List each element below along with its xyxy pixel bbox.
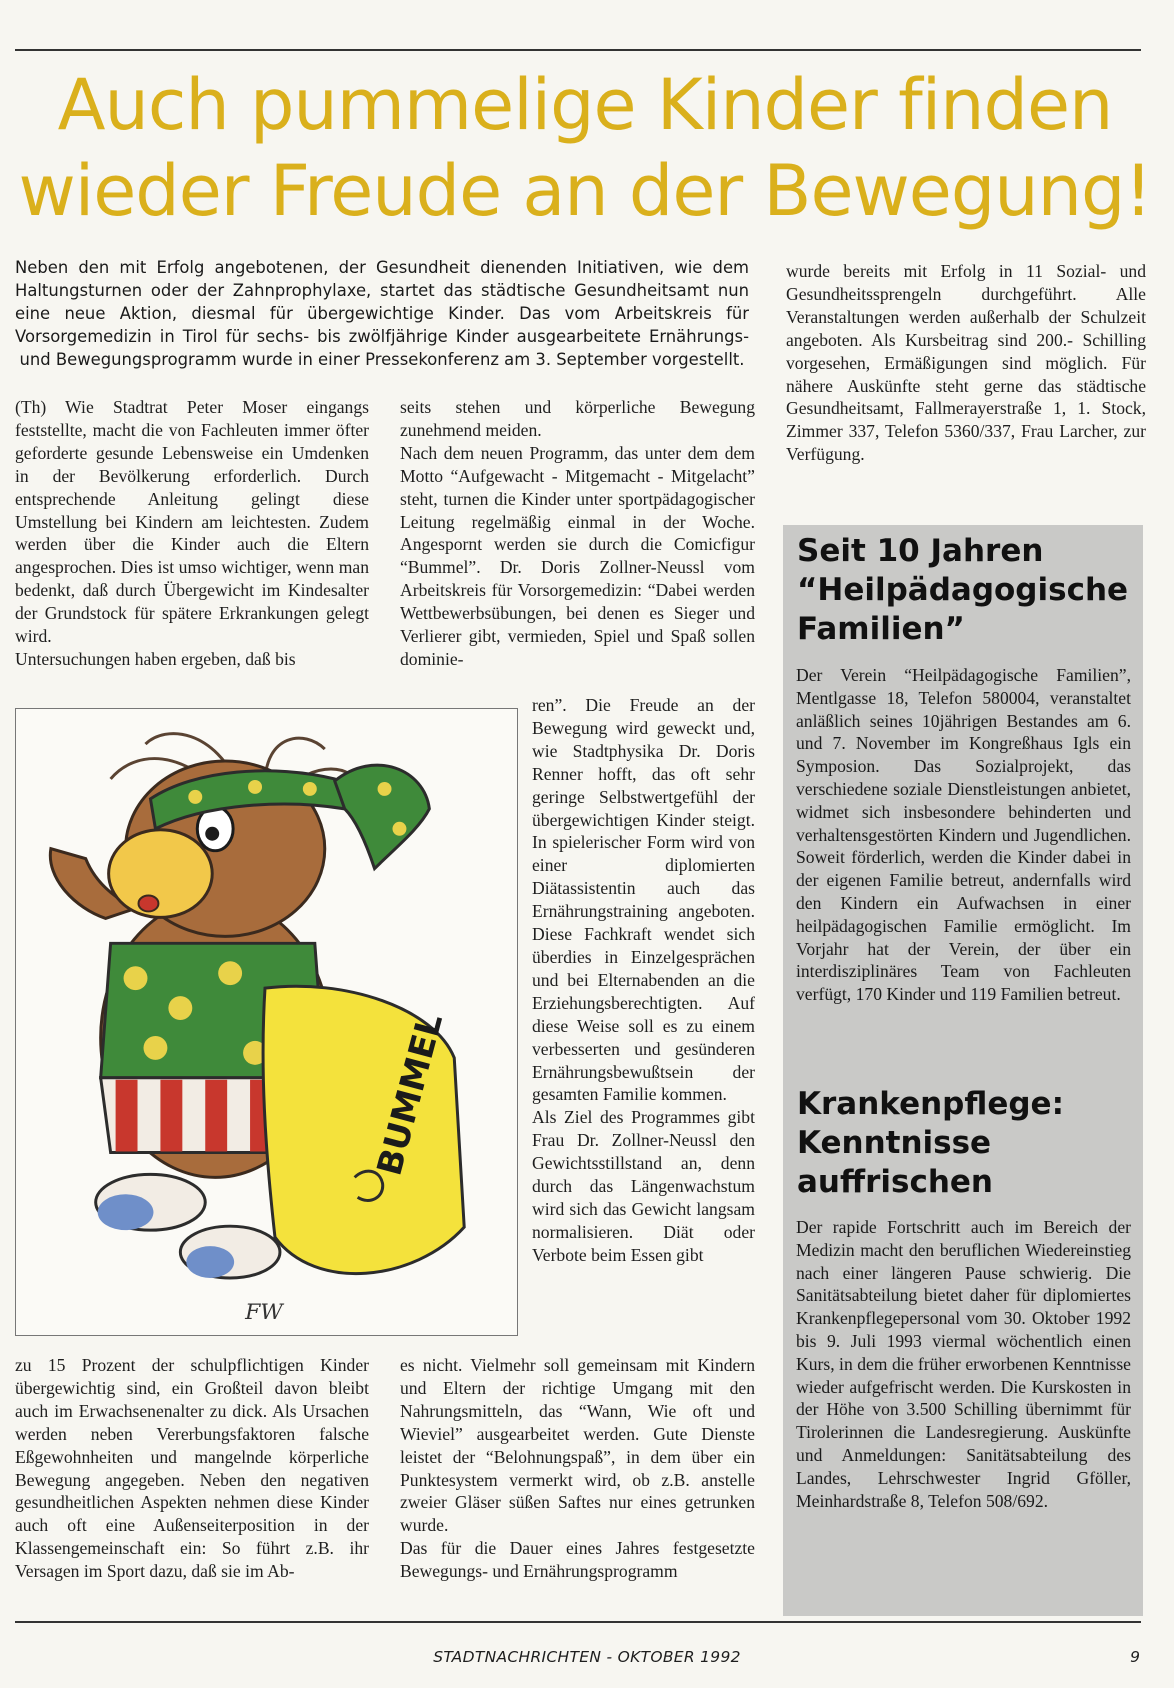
body-paragraph: Untersuchungen haben ergeben, daß bis xyxy=(15,648,296,669)
lead-paragraph: Neben den mit Erfolg angebotenen, der Gesundheit dienenden Initiativen, wie dem Haltungsturnen oder der Zahnprophylaxe, startet das städtische Gesundheitsamt nun eine neue Aktion, diesmal für übergewichtige Kinder. Das vom Arbeitskreis für Vorsorgemedizin in Tirol für sechs- bis zwölfjährige Kinder ausgearbeitete Ernährungs- und Bewegungsprogramm wurde in einer Pressekonferenz am 3. September vorgestellt. xyxy=(15,258,749,369)
body-paragraph: seits stehen und körperliche Bewegung zunehmend meiden. xyxy=(400,397,755,440)
body-paragraph: zu 15 Prozent der schulpflichtigen Kinder übergewichtig sind, ein Großteil davon bleibt auch im Erwachsenenalter zu dick. Als Ursachen werden neben Vererbungsfaktoren falsche Eßgewohnheiten und mangelnde körperliche Bewegung angegeben. Neben den negativen gesundheitlichen Aspekten nehmen diese Kinder auch oft eine Außenseiterposition in der Klassengemeinschaft ein: So führt z.B. ihr Versagen im Sport dazu, daß sie im Ab- xyxy=(15,1355,369,1582)
headline: Auch pummelige Kinder finden wieder Freude an der Bewegung! xyxy=(18,64,1152,232)
sidebar-heading-krankenpflege: Krankenpflege: Kenntnisse auffrischen xyxy=(797,1086,1064,1200)
body-paragraph: es nicht. Vielmehr soll gemeinsam mit Kindern und Eltern der richtige Umgang mit den Nahrungsmitteln, das “Wann, Wie oft und Wieviel” ausgearbeitet werden. Gute Dienste leistet der “Belohnungspaß”, in dem über ein Punktesystem vermerkt wird, ob z.B. anstelle zweier Gläser süßen Saftes nur eines getrunken wurde. xyxy=(400,1355,755,1536)
illustrator-signature: FW xyxy=(245,1299,283,1325)
body-paragraph: Als Ziel des Programmes gibt Frau Dr. Zollner-Neussl den Gewichtsstillstand an, denn durch das Längenwachstum wird sich das Gewicht langsam normalisieren. Diät oder Verbote beim Essen gibt xyxy=(532,1107,755,1265)
body-paragraph: ren”. Die Freude an der Bewegung wird geweckt und, wie Stadtphysika Dr. Doris Renner hofft, das oft sehr geringe Selbstwertgefühl der übergewichtigen Kinder steigt. In spielerischer Form wird von einer diplomierten Diätassistentin auch das Ernährungstraining angeboten. Diese Fachkraft wendet sich überdies in Einzelgesprächen und bei Elternabenden an die Erziehungsberechtigten. Auf diese Weise soll es zu einem verbesserten und gesünderen Ernährungsbewußtsein der gesamten Familie kommen. xyxy=(532,695,755,1105)
column-2-narrow xyxy=(532,694,755,1267)
top-rule xyxy=(15,49,1141,51)
footer-publication-title: STADTNACHRICHTEN - OKTOBER 1992 xyxy=(433,1648,741,1666)
body-paragraph: (Th) Wie Stadtrat Peter Moser eingangs feststellte, macht die von Fachleuten immer öfter geforderte gesunde Lebensweise ein Umdenken in der Bevölkerung erforderlich. Durch entsprechende Anleitung gelingt diese Umstellung bei Kindern am leichtesten. Zudem werden über die Kinder auch die Eltern angesprochen. Dies ist umso wichtiger, wenn man bedenkt, daß durch Übergewicht im Kindesalter der Grundstock für spätere Erkrankungen gelegt wird. xyxy=(15,397,369,647)
bummel-illustration xyxy=(15,708,518,1336)
character-mouth xyxy=(139,896,159,912)
sidebar-text-heilpaedagogische-familien: Der Verein “Heilpädagogische Familien”, Mentlgasse 18, Telefon 580004, veranstaltet anläßlich seines 10jährigen Bestandes am 6. und 7. November im Kongreßhaus Igls ein Symposion. Das Sozialprojekt, das verschiedene soziale Dienstleistungen anbietet, widmet sich insbesondere behinderten und verhaltensgestörten Kindern und Jugendlichen. Soweit förderlich, werden die Kinder dabei in der eigenen Familie betreut, andernfalls wird den Kindern ein Aufwachsen in einer heilpädagogischen Familie ermöglicht. Im Vorjahr hat der Verein, der über ein interdisziplinäres Team von Fachleuten verfügt, 170 Kinder und 119 Familien betreut. xyxy=(796,665,1131,1005)
sidebar-box xyxy=(783,525,1143,1616)
body-paragraph: wurde bereits mit Erfolg in 11 Sozial- und Gesundheitssprengeln durchgeführt. Alle Veranstaltungen werden außerhalb der Schulzeit angeboten. Als Kursbeitrag sind 200.- Schilling vorgesehen, Ermäßigungen sind möglich. Für nähere Auskünfte steht gerne das städtische Gesundheitsamt, Fallmerayerstraße 1, 1. Stock, Zimmer 337, Telefon 5360/337, Frau Larcher, zur Verfügung. xyxy=(786,261,1146,465)
sidebar-heading-heilpaedagogische-familien: Seit 10 Jahren “Heilpädagogische Familien” xyxy=(797,533,1129,647)
body-paragraph: Das für die Dauer eines Jahres festgesetzte Bewegungs- und Ernährungsprogramm xyxy=(400,1538,755,1582)
sidebar-text-krankenpflege: Der rapide Fortschritt auch im Bereich der Medizin macht den beruflichen Wiedereinstieg nach einer längeren Pause schwierig. Die Sanitätsabteilung bietet daher für diplomiertes Krankenpflegepersonal vom 30. Oktober 1992 bis 9. Juli 1993 viermal wöchentlich einen Kurs, in dem die früher erworbenen Kenntnisse wieder aufgefrischt werden. Die Kurskosten in der Höhe von 3.500 Schilling übernimmt für Tirolerinnen die Landesregierung. Auskünfte und Anmeldungen: Sanitätsabteilung des Landes, Lehrschwester Ingrid Gföller, Meinhardstraße 8, Telefon 508/692. xyxy=(796,1217,1131,1511)
character-snout xyxy=(109,830,213,918)
page-number: 9 xyxy=(1130,1648,1140,1666)
bag-label: BUMMEL xyxy=(369,1009,451,1180)
body-paragraph: Nach dem neuen Programm, das unter dem dem Motto “Aufgewacht - Mitgemacht - Mitgelacht” steht, turnen die Kinder unter sportpädagogischer Leitung regelmäßig einmal in der Woche. Angespornt werden sie durch die Comicfigur “Bummel”. Dr. Doris Zollner-Neussl vom Arbeitskreis für Vorsorgemedizin: “Dabei werden Wettbewerbsübungen, bei denen es Sieger und Verlierer gibt, vermieden, Spiel und Spaß sollen dominie- xyxy=(400,442,755,669)
column-1-bottom xyxy=(15,1354,369,1583)
bottom-rule xyxy=(15,1621,1141,1623)
column-1-top xyxy=(15,396,369,671)
headband-knot xyxy=(335,765,430,868)
column-2-top xyxy=(400,396,755,671)
column-2-bottom xyxy=(400,1354,755,1583)
column-3-top xyxy=(786,260,1146,466)
